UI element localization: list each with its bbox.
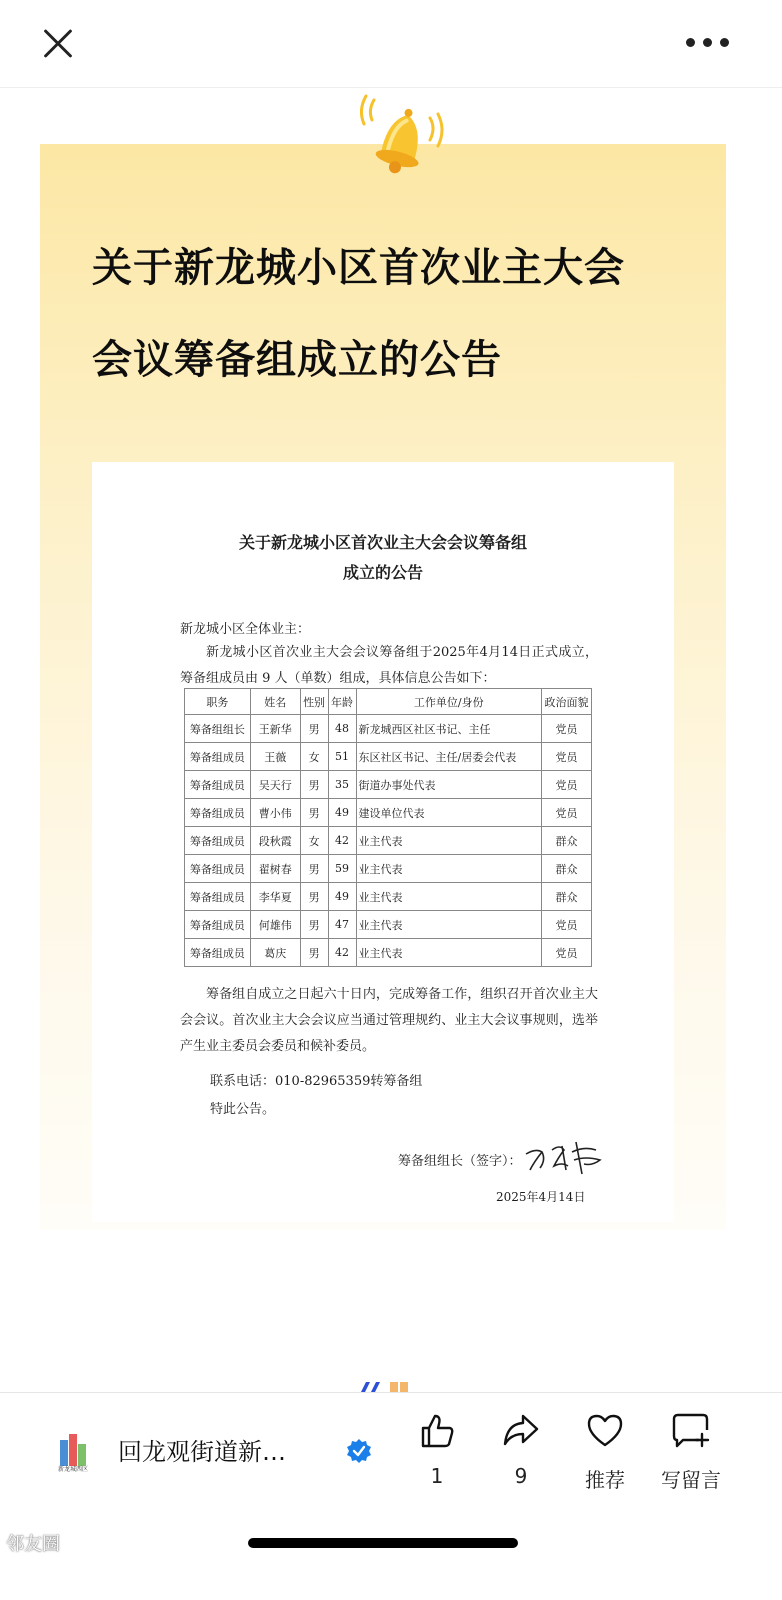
age-cell: 42 bbox=[328, 939, 356, 967]
handwritten-signature bbox=[522, 1136, 606, 1176]
party-cell: 党员 bbox=[541, 771, 591, 799]
share-arrow-icon bbox=[501, 1410, 541, 1450]
role-cell: 筹备组成员 bbox=[185, 827, 251, 855]
unit-cell: 业主代表 bbox=[356, 911, 541, 939]
role-cell: 筹备组成员 bbox=[185, 883, 251, 911]
comment-label: 写留言 bbox=[661, 1468, 721, 1492]
age-cell: 48 bbox=[328, 715, 356, 743]
salutation: 新龙城小区全体业主： bbox=[180, 622, 311, 637]
body-paragraph: 筹备组自成立之日起六十日内，完成筹备工作，组织召开首次业主大会会议。首次业主大会会议应当通过管理规约、业主大会议事规则，选举产生业主委员会委员和候补委员。 bbox=[180, 987, 598, 1054]
age-cell: 51 bbox=[328, 743, 356, 771]
role-cell: 筹备组成员 bbox=[185, 771, 251, 799]
unit-cell: 业主代表 bbox=[356, 855, 541, 883]
table-row bbox=[185, 855, 592, 883]
role-cell: 筹备组成员 bbox=[185, 939, 251, 967]
more-options-icon[interactable] bbox=[686, 36, 730, 50]
closing-line: 特此公告。 bbox=[210, 1102, 276, 1117]
header-cell: 政治面貌 bbox=[541, 689, 591, 715]
party-cell: 群众 bbox=[541, 883, 591, 911]
role-cell: 筹备组组长 bbox=[185, 715, 251, 743]
table-row bbox=[185, 827, 592, 855]
account-name[interactable]: 回龙观街道新… bbox=[118, 1438, 286, 1466]
bell-icon bbox=[346, 88, 446, 188]
unit-cell: 东区社区书记、主任/居委会代表 bbox=[356, 743, 541, 771]
table-row bbox=[185, 911, 592, 939]
party-cell: 群众 bbox=[541, 827, 591, 855]
unit-cell: 街道办事处代表 bbox=[356, 771, 541, 799]
gender-cell: 男 bbox=[300, 771, 328, 799]
party-cell: 党员 bbox=[541, 799, 591, 827]
unit-cell: 业主代表 bbox=[356, 939, 541, 967]
unit-cell: 建设单位代表 bbox=[356, 799, 541, 827]
header-cell: 职务 bbox=[185, 689, 251, 715]
header-cell: 年龄 bbox=[328, 689, 356, 715]
party-cell: 党员 bbox=[541, 715, 591, 743]
signer-label: 筹备组组长（签字）： bbox=[398, 1154, 522, 1169]
name-cell: 何雄伟 bbox=[250, 911, 300, 939]
name-cell: 王薇 bbox=[250, 743, 300, 771]
unit-cell: 新龙城西区社区书记、主任 bbox=[356, 715, 541, 743]
home-indicator[interactable] bbox=[248, 1538, 518, 1548]
gender-cell: 女 bbox=[300, 743, 328, 771]
document-title-line-2: 成立的公告 bbox=[342, 563, 423, 582]
share-button[interactable] bbox=[476, 1410, 566, 1488]
gender-cell: 男 bbox=[300, 855, 328, 883]
recommend-button[interactable] bbox=[560, 1410, 650, 1493]
top-bar bbox=[0, 0, 782, 88]
share-count: 9 bbox=[514, 1464, 528, 1488]
name-cell: 曹小伟 bbox=[250, 799, 300, 827]
notice-document bbox=[92, 462, 674, 1222]
party-cell: 党员 bbox=[541, 911, 591, 939]
header-cell: 姓名 bbox=[250, 689, 300, 715]
write-comment-icon bbox=[671, 1410, 711, 1450]
article-headline bbox=[92, 222, 692, 406]
gender-cell: 男 bbox=[300, 883, 328, 911]
name-cell: 段秋霞 bbox=[250, 827, 300, 855]
header-cell: 工作单位/身份 bbox=[356, 689, 541, 715]
thumbs-up-icon bbox=[417, 1410, 457, 1450]
like-button[interactable] bbox=[392, 1410, 482, 1488]
age-cell: 47 bbox=[328, 911, 356, 939]
members-table bbox=[184, 688, 592, 967]
role-cell: 筹备组成员 bbox=[185, 743, 251, 771]
unit-cell: 业主代表 bbox=[356, 883, 541, 911]
verified-badge-icon bbox=[346, 1438, 372, 1464]
table-header-row bbox=[185, 689, 592, 715]
gender-cell: 男 bbox=[300, 715, 328, 743]
name-cell: 王新华 bbox=[250, 715, 300, 743]
party-cell: 党员 bbox=[541, 939, 591, 967]
recommend-label: 推荐 bbox=[585, 1468, 625, 1492]
age-cell: 42 bbox=[328, 827, 356, 855]
account-logo-text: 新龙城西区 bbox=[57, 1466, 88, 1473]
gender-cell: 女 bbox=[300, 827, 328, 855]
heart-icon bbox=[585, 1410, 625, 1450]
age-cell: 59 bbox=[328, 855, 356, 883]
name-cell: 翟树春 bbox=[250, 855, 300, 883]
comment-button[interactable] bbox=[646, 1410, 736, 1493]
headline-line-1: 关于新龙城小区首次业主大会 bbox=[92, 245, 625, 291]
table-row bbox=[185, 883, 592, 911]
table-row bbox=[185, 771, 592, 799]
like-count: 1 bbox=[430, 1464, 444, 1488]
age-cell: 49 bbox=[328, 883, 356, 911]
table-row bbox=[185, 743, 592, 771]
table-row bbox=[185, 799, 592, 827]
role-cell: 筹备组成员 bbox=[185, 855, 251, 883]
role-cell: 筹备组成员 bbox=[185, 911, 251, 939]
header-cell: 性别 bbox=[300, 689, 328, 715]
role-cell: 筹备组成员 bbox=[185, 799, 251, 827]
unit-cell: 业主代表 bbox=[356, 827, 541, 855]
gender-cell: 男 bbox=[300, 939, 328, 967]
document-title bbox=[92, 528, 674, 588]
watermark: 邻友圈 bbox=[6, 1534, 60, 1555]
name-cell: 葛庆 bbox=[250, 939, 300, 967]
name-cell: 李华夏 bbox=[250, 883, 300, 911]
headline-line-2: 会议筹备组成立的公告 bbox=[92, 337, 502, 383]
contact-line: 联系电话：010-82965359转筹备组 bbox=[210, 1074, 423, 1089]
party-cell: 群众 bbox=[541, 855, 591, 883]
intro-paragraph: 新龙城小区首次业主大会会议筹备组于2025年4月14日正式成立，筹备组成员由 9 人（单数）组成，具体信息公告如下： bbox=[180, 645, 598, 686]
table-row bbox=[185, 715, 592, 743]
age-cell: 49 bbox=[328, 799, 356, 827]
table-row bbox=[185, 939, 592, 967]
gender-cell: 男 bbox=[300, 911, 328, 939]
name-cell: 吴天行 bbox=[250, 771, 300, 799]
party-cell: 党员 bbox=[541, 743, 591, 771]
document-title-line-1: 关于新龙城小区首次业主大会会议筹备组 bbox=[238, 533, 527, 552]
close-icon[interactable] bbox=[38, 24, 78, 64]
document-date: 2025年4月14日 bbox=[496, 1190, 586, 1204]
age-cell: 35 bbox=[328, 771, 356, 799]
gender-cell: 男 bbox=[300, 799, 328, 827]
